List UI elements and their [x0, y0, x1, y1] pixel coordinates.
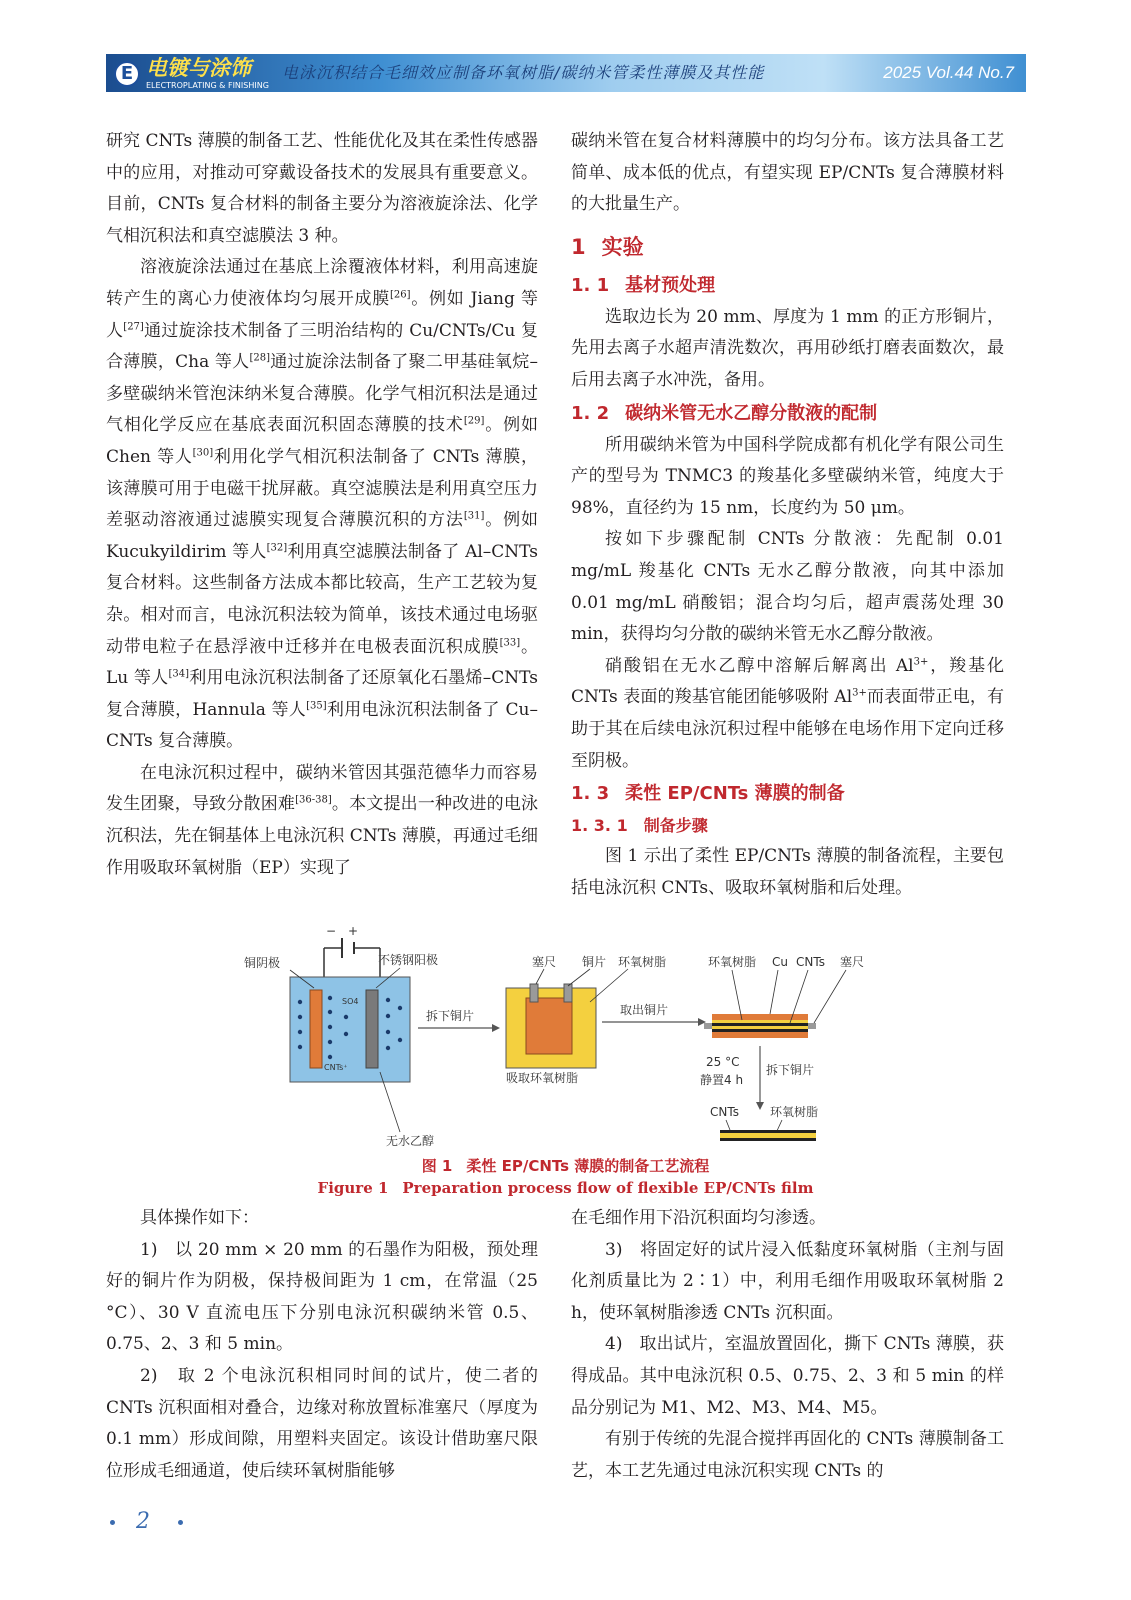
arrow-step-1	[418, 1008, 500, 1032]
logo-chinese-name: 电镀与涂饰	[146, 56, 251, 80]
epoxy-final-label: 环氧树脂	[770, 1105, 819, 1119]
paragraph: 研究 CNTs 薄膜的制备工艺、性能优化及其在柔性传感器中的应用，对推动可穿戴设备技术的发展具有重要意义。目前，CNTs 复合材料的制备主要分为溶液旋涂法、化学气相沉积法和真空滤膜法 3 种。	[106, 131, 538, 246]
paragraph: 在电泳沉积过程中，碳纳米管因其强范德华力而容易发生团聚，导致分散困难[36-38]。本文提出一种改进的电泳沉积法，先在铜基体上电泳沉积 CNTs 薄膜，再通过毛细作用吸取环氧树脂（EP）实现了	[106, 762, 539, 878]
so4-label: SO4	[342, 997, 359, 1006]
logo-mark: E	[114, 61, 140, 87]
step1-label: 拆下铜片	[426, 1009, 475, 1023]
paragraph: 选取边长为 20 mm、厚度为 1 mm 的正方形铜片，先用去离子水超声清洗数次，再用砂纸打磨表面数次，最后用去离子水冲洗，备用。	[571, 306, 1004, 390]
copper-sheet	[526, 998, 572, 1054]
page-number: 2	[136, 1509, 150, 1534]
minus-label: −	[326, 924, 337, 938]
cathode-label: 铜阴极	[244, 956, 281, 970]
figure-caption-cn: 图 1 柔性 EP/CNTs 薄膜的制备工艺流程	[421, 1157, 710, 1175]
list-item: 3) 将固定好的试片浸入低黏度环氧树脂（主剂与固化剂质量比为 2∶1）中，利用毛细作用吸取环氧树脂 2 h，使环氧树脂渗透 CNTs 沉积面。	[571, 1239, 1004, 1323]
electrolyte-tank	[290, 977, 410, 1082]
cnts-layer	[712, 1023, 808, 1026]
anode-label: 不锈钢阳极	[378, 953, 439, 967]
plus-label: +	[348, 924, 359, 938]
citation: [27]	[123, 320, 144, 332]
section-heading-1-2: 1. 2 碳纳米管无水乙醇分散液的配制	[571, 402, 878, 424]
paragraph: 所用碳纳米管为中国科学院成都有机化学有限公司生产的型号为 TNMC3 的羧基化多壁碳纳米管，纯度大于 98%，直径约为 15 nm，长度约为 50 μm。	[571, 434, 1004, 518]
left-column-top	[106, 126, 538, 884]
film-epoxy-layer	[720, 1133, 816, 1138]
copper-layer	[712, 1014, 808, 1020]
steel-anode	[366, 990, 378, 1068]
film-cnts-layer	[720, 1130, 816, 1133]
feeler-right	[808, 1023, 816, 1029]
section-heading-1-1: 1. 1 基材预处理	[571, 274, 716, 296]
paragraph: 在毛细作用下沿沉积面均匀渗透。	[571, 1208, 826, 1228]
process-flow-figure	[230, 922, 890, 1162]
list-item: 2) 取 2 个电泳沉积相同时间的试片，使二者的 CNTs 沉积面相对叠合，边缘对称放置标准塞尺（厚度为 0.1 mm）形成间隙，用塑料夹固定。该设计借助塞尺限位形成毛细通道，使后续环氧树脂能够	[106, 1365, 538, 1481]
cnts-final-label: CNTs	[710, 1105, 739, 1119]
logo-english-name: ELECTROPLATING & FINISHING	[146, 81, 269, 90]
cnts-label: CNTs	[796, 955, 825, 969]
page-footer	[106, 1508, 206, 1538]
electrolysis-cell	[244, 924, 438, 1148]
citation: [36-38]	[295, 794, 332, 806]
left-column-bottom	[106, 1203, 538, 1487]
cu-label: Cu	[772, 955, 788, 969]
paragraph: 溶液旋涂法通过在基底上涂覆液体材料，利用高速旋转产生的离心力使液体均匀展开成膜[26]。例如 Jiang 等人[27]通过旋涂技术制备了三明治结构的 Cu/CNTs/Cu 复合薄膜，Cha 等人[28]通过旋涂法制备了聚二甲基硅氧烷–多壁碳纳米管泡沫纳米复合薄膜。化学气相沉积法是通过气相化学反应在基底表面沉积固态薄膜的技术[29]。例如 Chen 等人[30]利用化学气相沉积法制备了 CNTs 薄膜，该薄膜可用于电磁干扰屏蔽。真空滤膜法是利用真空压力差驱动溶液通过滤膜实现复合薄膜沉积的方法[31]。例如 Kucukyildirim 等人[32]利用真空滤膜法制备了 Al–CNTs 复合材料。这些制备方法成本都比较高，生产工艺较为复杂。相对而言，电泳沉积法较为简单，该技术通过电场驱动带电粒子在悬浮液中迁移并在电极表面沉积成膜[33]。Lu 等人[34]利用电泳沉积法制备了还原氧化石墨烯–CNTs 复合薄膜，Hannula 等人[35]利用电泳沉积法制备了 Cu–CNTs 复合薄膜。	[106, 257, 539, 752]
list-item: 4) 取出试片，室温放置固化，撕下 CNTs 薄膜，获得成品。其中电泳沉积 0.5、0.75、2、3 和 5 min 的样品分别记为 M1、M2、M3、M4、M5。	[571, 1334, 1004, 1418]
epoxy-bath	[506, 954, 669, 1085]
journal-logo	[114, 56, 279, 90]
cnts-ion-label: CNTs⁺	[324, 1063, 348, 1072]
figure-caption-en: Figure 1 Preparation process flow of flexible EP/CNTs film	[317, 1179, 814, 1197]
feeler-left	[704, 1023, 712, 1029]
citation: [26]	[389, 289, 411, 301]
section-heading-1: 1 实验	[571, 234, 644, 259]
section-heading-1-3: 1. 3 柔性 EP/CNTs 薄膜的制备	[571, 783, 845, 805]
citation: [34]	[168, 668, 189, 680]
ethanol-label: 无水乙醇	[386, 1134, 435, 1148]
right-column-bottom	[571, 1203, 1004, 1487]
rest-label: 静置4 h	[700, 1073, 744, 1087]
right-column-top	[571, 126, 1004, 904]
feeler-label: 塞尺	[532, 955, 557, 969]
step2-label: 取出铜片	[620, 1003, 669, 1017]
volume-info: 2025 Vol.44 No.7	[883, 63, 1014, 82]
footer-dot	[178, 1520, 183, 1525]
absorb-label: 吸取环氧树脂	[506, 1071, 579, 1085]
copper-cathode	[310, 990, 322, 1068]
final-film	[710, 1104, 818, 1141]
epoxy-layer	[712, 1020, 808, 1023]
paragraph: 图 1 示出了柔性 EP/CNTs 薄膜的制备流程，主要包括电泳沉积 CNTs、吸取环氧树脂和后处理。	[571, 846, 1004, 898]
running-title: 电泳沉积结合毛细效应制备环氧树脂/碳纳米管柔性薄膜及其性能	[282, 63, 765, 82]
citation: [35]	[306, 700, 327, 712]
paragraph: 有别于传统的先混合搅拌再固化的 CNTs 薄膜制备工艺，本工艺先通过电泳沉积实现 CNTs 的	[571, 1429, 1004, 1481]
arrow-step-2	[602, 1002, 706, 1026]
feeler2-label: 塞尺	[840, 955, 865, 969]
citation: [28]	[249, 352, 270, 364]
citation: [32]	[266, 542, 288, 554]
list-item: 1) 以 20 mm × 20 mm 的石墨作为阳极，预处理好的铜片作为阴极，保持极间距为 1 cm，在常温（25 °C）、30 V 直流电压下分别电泳沉积碳纳米管 0.5、0.75、2、3 和 5 min。	[106, 1239, 538, 1355]
paragraph: 碳纳米管在复合材料薄膜中的均匀分布。该方法具备工艺简单、成本低的优点，有望实现 EP/CNTs 复合薄膜材料的大批量生产。	[571, 131, 1004, 215]
paragraph: 具体操作如下：	[140, 1208, 259, 1228]
arrow-step-3	[700, 1046, 814, 1110]
citation: [31]	[463, 510, 485, 522]
paragraph: 按如下步骤配制 CNTs 分散液：先配制 0.01 mg/mL 羧基化 CNTs 无水乙醇分散液，向其中添加 0.01 mg/mL 硝酸铝；混合均匀后，超声震荡处理 30 min，获得均匀分散的碳纳米管无水乙醇分散液。	[571, 529, 1004, 645]
journal-header	[106, 54, 1026, 92]
step3-label: 拆下铜片	[766, 1063, 815, 1077]
footer-dot	[110, 1520, 115, 1525]
epoxy-label: 环氧树脂	[618, 955, 667, 969]
citation: [30]	[192, 447, 214, 459]
epoxy2-label: 环氧树脂	[708, 955, 757, 969]
temp-label: 25 °C	[706, 1055, 740, 1069]
citation: [33]	[499, 636, 521, 648]
section-heading-1-3-1: 1. 3. 1 制备步骤	[571, 816, 708, 836]
citation: [29]	[463, 415, 485, 427]
copper-label: 铜片	[582, 955, 607, 969]
sandwich-stack	[704, 954, 864, 1038]
paragraph: 硝酸铝在无水乙醇中溶解后解离出 $Al^{3+}$，羧基化 CNTs 表面的羧基官能团能够吸附 $Al^{3+}$而表面带正电，有助于其在后续电泳沉积过程中能够在电场作用下定向迁移至阴极。	[571, 655, 1005, 771]
